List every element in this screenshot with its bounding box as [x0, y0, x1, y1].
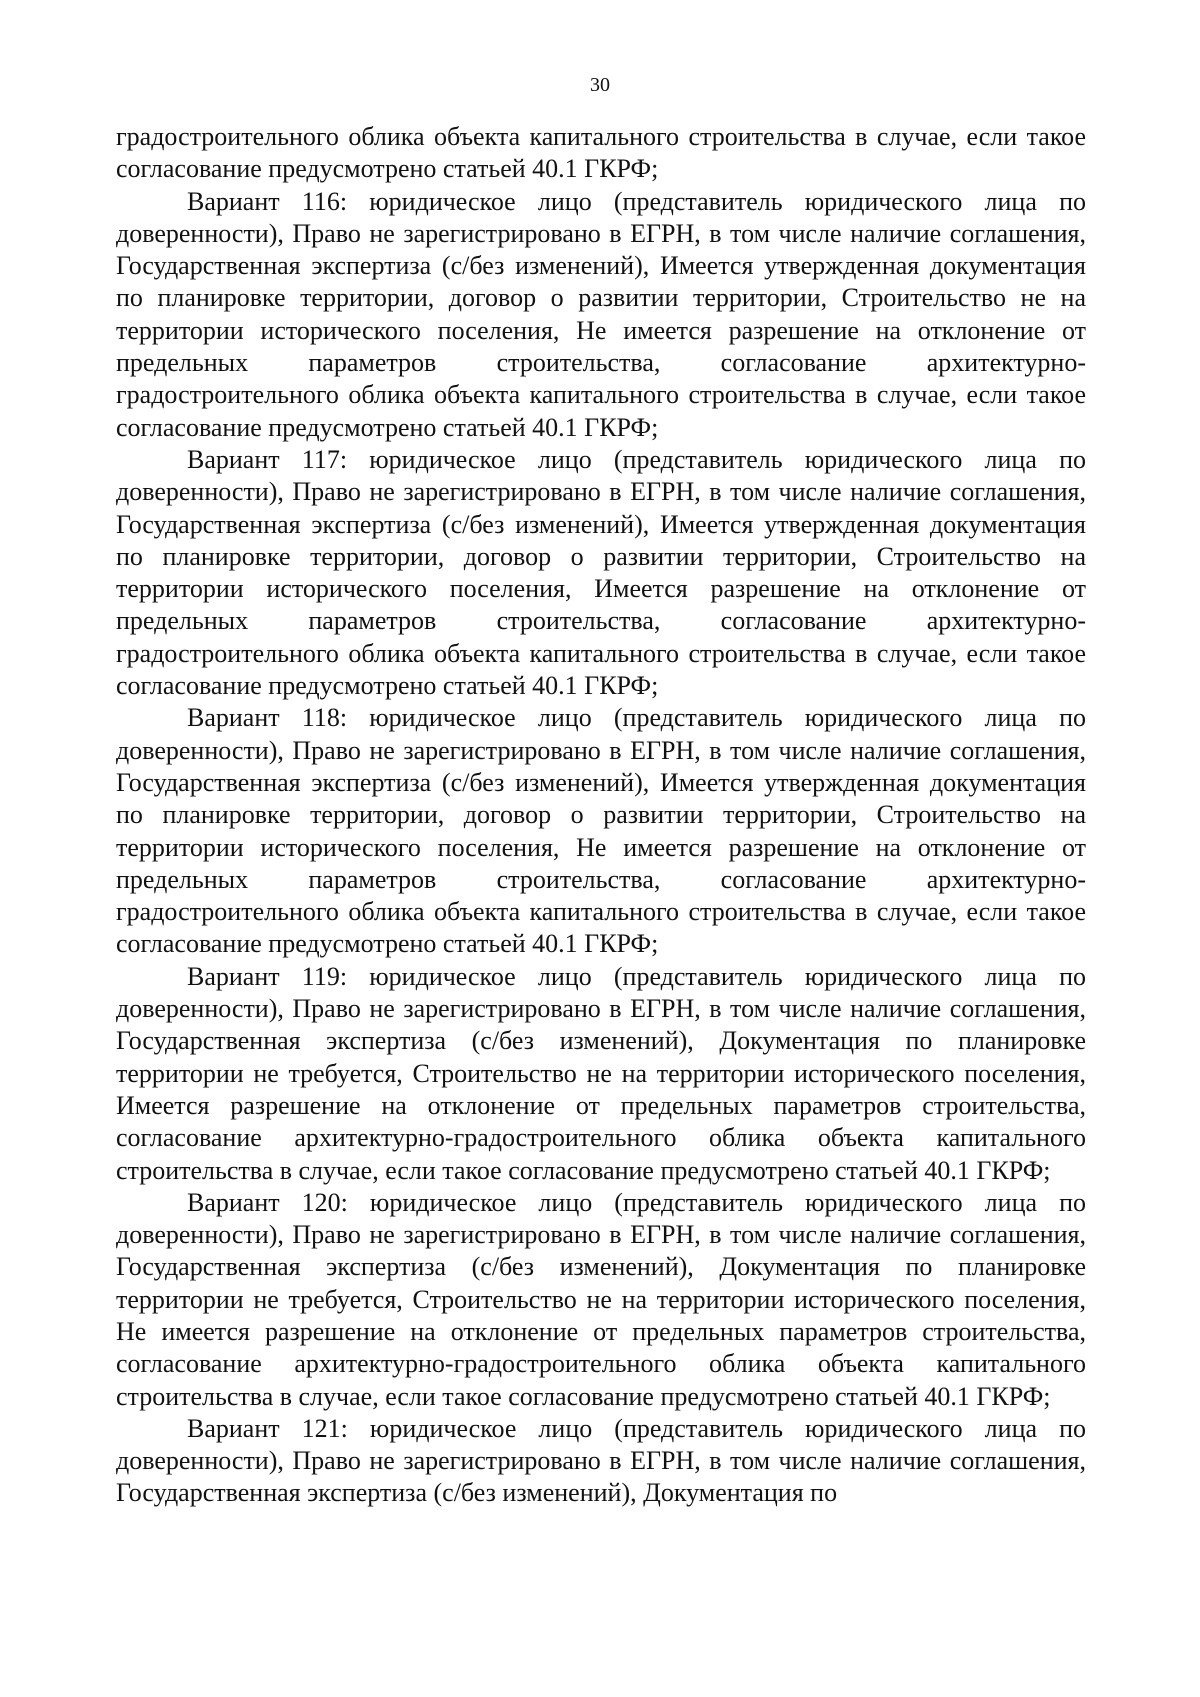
paragraph-variant-120: Вариант 120: юридическое лицо (представитель юридического лица по доверенности), Право не зарегистрировано в ЕГРН, в том числе наличие соглашения, Государственная экспертиза (с/без изменений), Документация по планировке территории не требуется, Строительство не на территории исторического поселения, Не имеется разрешение на отклонение от предельных параметров строительства, согласование архитектурно-градостроительного облика объекта капитального строительства в случае, если такое согласование предусмотрено статьей 40.1 ГКРФ;: [116, 1187, 1086, 1411]
paragraph-variant-119: Вариант 119: юридическое лицо (представитель юридического лица по доверенности), Право не зарегистрировано в ЕГРН, в том числе наличие соглашения, Государственная экспертиза (с/без изменений), Документация по планировке территории не требуется, Строительство не на территории исторического поселения, Имеется разрешение на отклонение от предельных параметров строительства, согласование архитектурно-градостроительного облика объекта капитального строительства в случае, если такое согласование предусмотрено статьей 40.1 ГКРФ;: [116, 961, 1086, 1185]
paragraph-variant-118: Вариант 118: юридическое лицо (представитель юридического лица по доверенности), Право не зарегистрировано в ЕГРН, в том числе наличие соглашения, Государственная экспертиза (с/без изменений), Имеется утвержденная документация по планировке территории, договор о развитии территории, Строительство на территории исторического поселения, Не имеется разрешение на отклонение от предельных параметров строительства, согласование архитектурно-градостроительного облика объекта капитального строительства в случае, если такое согласование предусмотрено статьей 40.1 ГКРФ;: [116, 703, 1086, 959]
paragraph-variant-121: Вариант 121: юридическое лицо (представитель юридического лица по доверенности), Право не зарегистрировано в ЕГРН, в том числе наличие соглашения, Государственная экспертиза (с/без изменений), Документация по: [116, 1413, 1086, 1508]
document-body: [116, 121, 1086, 1510]
paragraph-variant-116: Вариант 116: юридическое лицо (представитель юридического лица по доверенности), Право не зарегистрировано в ЕГРН, в том числе наличие соглашения, Государственная экспертиза (с/без изменений), Имеется утвержденная документация по планировке территории, договор о развитии территории, Строительство не на территории исторического поселения, Не имеется разрешение на отклонение от предельных параметров строительства, согласование архитектурно-градостроительного облика объекта капитального строительства в случае, если такое согласование предусмотрено статьей 40.1 ГКРФ;: [116, 186, 1086, 442]
paragraph-continuation: градостроительного облика объекта капитального строительства в случае, если такое согласование предусмотрено статьей 40.1 ГКРФ;: [116, 122, 1086, 184]
page-number: 30: [590, 74, 610, 96]
paragraph-variant-117: Вариант 117: юридическое лицо (представитель юридического лица по доверенности), Право не зарегистрировано в ЕГРН, в том числе наличие соглашения, Государственная экспертиза (с/без изменений), Имеется утвержденная документация по планировке территории, договор о развитии территории, Строительство на территории исторического поселения, Имеется разрешение на отклонение от предельных параметров строительства, согласование архитектурно-градостроительного облика объекта капитального строительства в случае, если такое согласование предусмотрено статьей 40.1 ГКРФ;: [116, 444, 1086, 701]
